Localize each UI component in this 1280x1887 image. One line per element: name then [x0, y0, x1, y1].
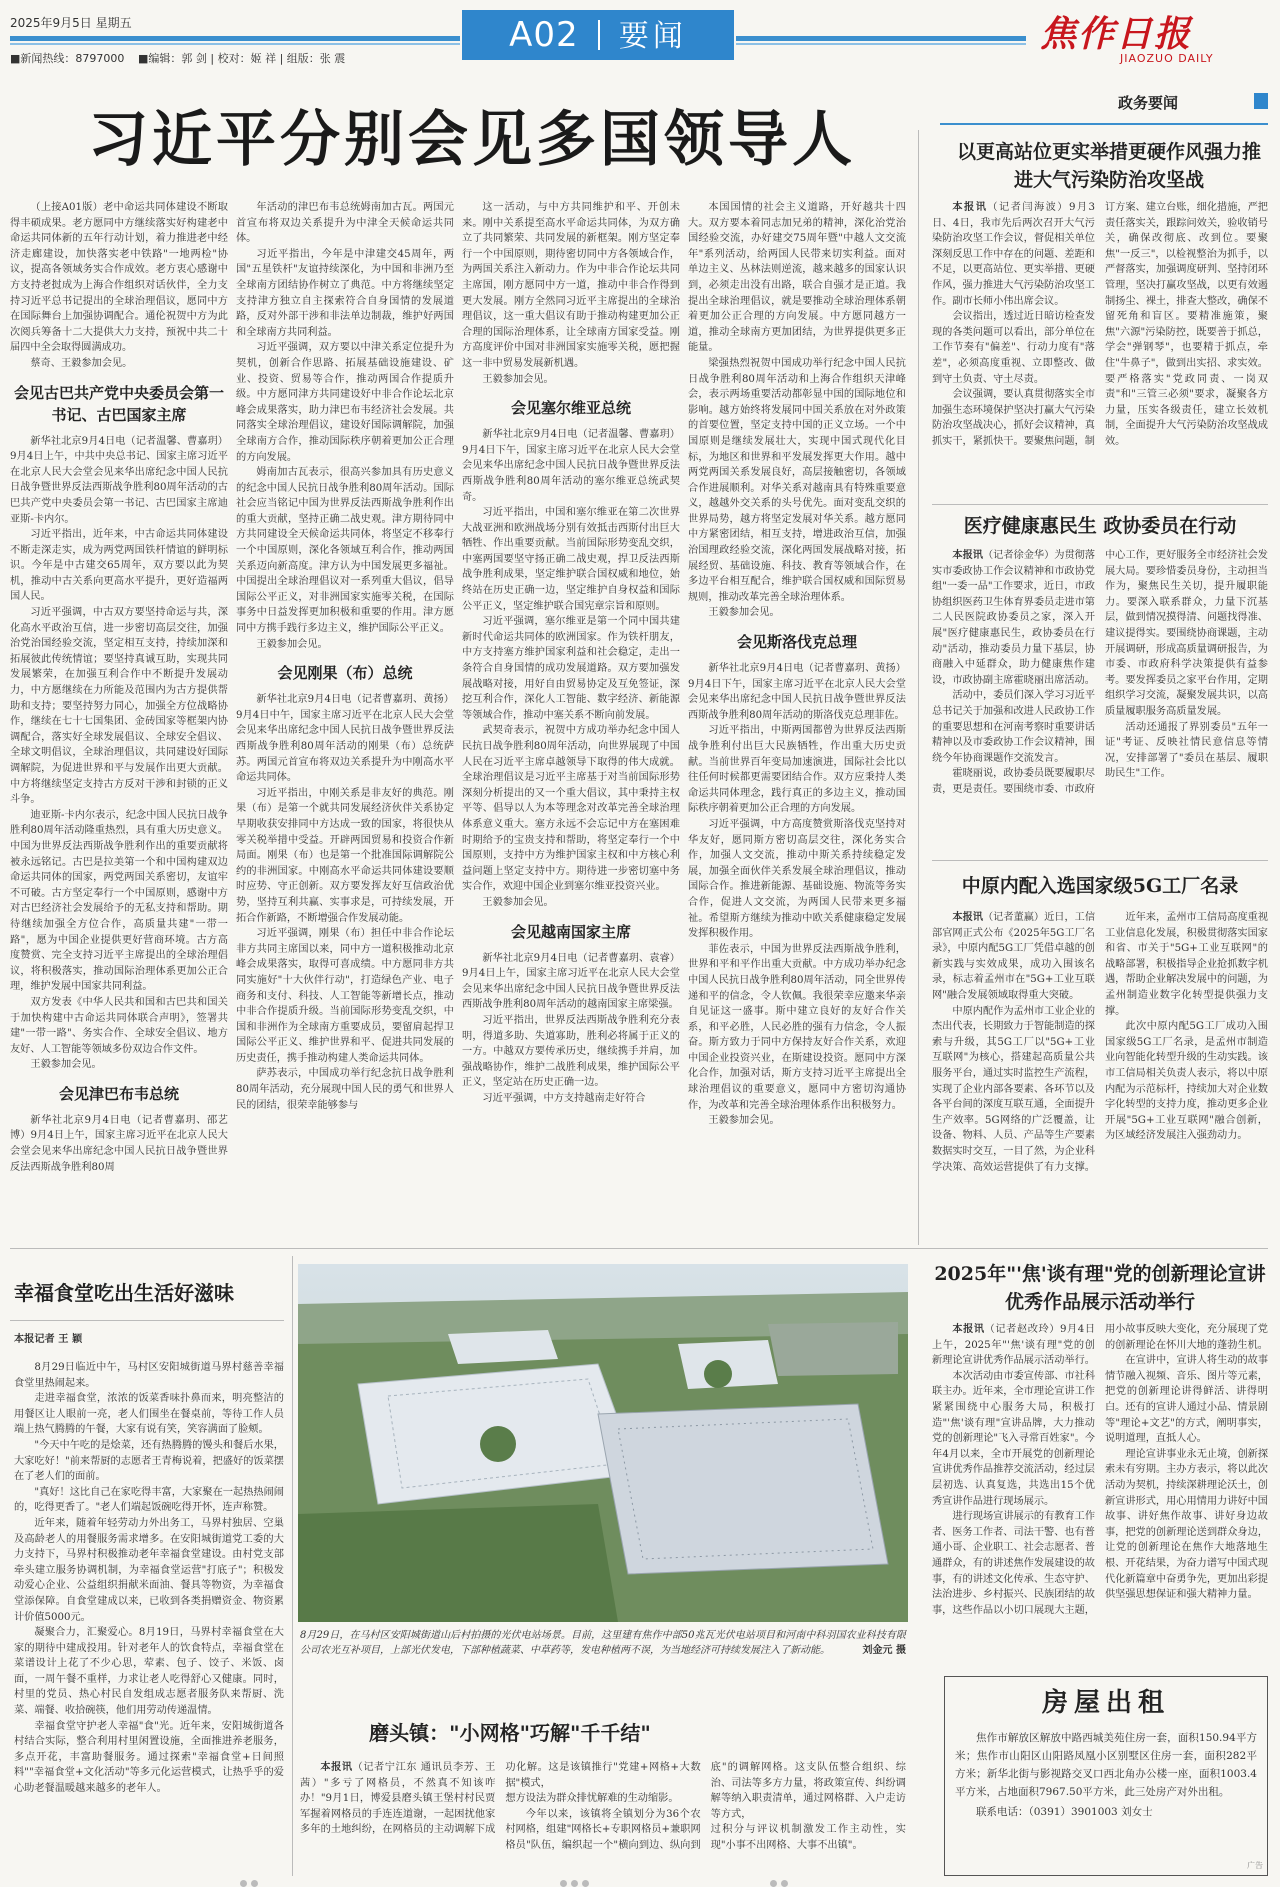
paragraph: 近年来，随着年轻劳动力外出务工，马界村独居、空巢及高龄老人的用餐服务需求增多。在安阳城街道党工委的大力支持下，马界村积极推动老年幸福食堂建设。由村党支部牵头建立服务协调机制，为幸福食堂运营"打底子"；积极发动爱心企业、公益组织捐献米面油、餐具等物资，为幸福食堂添保障。自食堂建成以来，已收到各类捐赠资金、物资累计价值5000元。 [14, 1517, 284, 1623]
paragraph: 王毅参加会见。 [30, 1059, 102, 1071]
right-article-4-title: 2025年"'焦'谈有理"党的创新理论宣讲优秀作品展示活动举行 [934, 1263, 1266, 1313]
issue-date: 2025年9月5日 星期五 [10, 16, 132, 30]
editor-credits: ■编辑：郭 剑 | 校对：姬 祥 | 组版：张 震 [138, 52, 346, 65]
subhead-slovakia: 会见斯洛伐克总理 [736, 633, 857, 652]
newspaper-logo: 焦作日报 [1040, 13, 1193, 55]
paragraph: 近年来，孟州市工信局高度重视工业信息化发展，积极贯彻落实国家和省、市关于"5G+工业互联网"的战略部署，积极指导企业抢抓数字机遇，帮助企业解决发展中的问题，为孟州制造业数字化转型提供强力支撑。 [1105, 912, 1268, 1017]
paragraph: "真好！这比自己在家吃得丰富，大家聚在一起热热闹闹的，吃得更香了。"老人们端起饭碗吃得开怀，连声称赞。 [14, 1486, 284, 1514]
right-article-3-title: 中原内配入选国家级5G工厂名录 [961, 875, 1239, 897]
paragraph: 习近平指出，世界反法西斯战争胜利充分表明，得道多助、失道寡助，胜利必将属于正义的一方。中越双方要传承历史，继续携手并肩，加强战略协作，维护二战胜利成果，维护国际公平正义，坚定站在历史正确一边。 [462, 1014, 680, 1089]
paragraph: 凝聚合力，汇聚爱心。8月19日，马界村幸福食堂在大家的期待中建成投用。针对老年人的饮食特点，幸福食堂在菜谱设计上花了不少心思，荤素、包子、饺子、米饭、卤面，一周午餐不重样，力求让老人吃得舒心又健康。同时，村里的党员、热心村民自发组成志愿者服务队来帮厨、洗菜、端餐、收拾碗筷，他们用劳动传递温情。 [14, 1627, 284, 1717]
right-article-4-body [932, 1322, 1268, 1664]
reporter: （记者董赢） [982, 912, 1045, 923]
subhead-vietnam: 会见越南国家主席 [510, 922, 631, 941]
paragraph: 习近平指出，中刚关系是非友好的典范。刚果（布）是第一个就共同发展经济伙伴关系协定早期收获安排同中方达成一致的国家，将很快从零关税举措中受益。开辟两国贸易和投资合作新局面。刚果（布）也是第一个批准国际调解院公约的非洲国家。中刚高水平命运共同体建设要顺时应势、守正创新。双方要发挥友好互信政治优势，坚持互利共赢、实事求是，可持续发展，开拓合作新路，不断增强合作发展动能。 [236, 787, 454, 924]
main-headline: 习近平分别会见多国领导人 [88, 105, 856, 175]
photo-caption [300, 1628, 906, 1658]
section-name: 要闻 [618, 19, 687, 54]
lead-label: 本报讯 [952, 911, 983, 923]
paragraph: 走进幸福食堂，浓浓的饭菜香味扑鼻而来，明亮整洁的用餐区让人眼前一亮，老人们围坐在餐桌前，等待工作人员端上热气腾腾的午餐，大家有说有笑，笑容满面了脸颊。 [14, 1393, 284, 1436]
header-stripe-right2 [736, 43, 1026, 45]
paragraph: 习近平指出，中斯两国都曾为世界反法西斯战争胜利付出巨大民族牺牲，作出重大历史贡献。当前世界百年变局加速演进，国际社会比以往任何时候都更需要团结合作。双方应秉持人类命运共同体理念，践行真正的多边主义，推动国际秩序朝着更加公正合理的方向发展。 [688, 725, 906, 815]
reporter: （记者徐金华） [982, 550, 1055, 561]
article-col-4 [688, 200, 906, 1242]
paragraph: 为贯彻落实市委政协工作会议精神和市政协党组"一委一品"工作要求，近日，市政协组织医药卫生体育界委员走进市第二人民医院政协委员之家，深入开展"医疗健康惠民生，政协委员在行动"活动，推动委员力量下基层，协商融入中延群众，助力健康焦作建设，市政协副主席霍晓丽出席活动。 [932, 550, 1096, 686]
separator [932, 860, 1268, 861]
reporter: （记者闫海波） [987, 202, 1069, 213]
lead-label: 本报讯 [952, 201, 988, 213]
paragraph: 王毅参加会见。 [256, 638, 328, 650]
header-stripe-left2 [10, 43, 460, 45]
paragraph: 新华社北京9月4日电（记者温馨、曹嘉玥）9月4日上午，中共中央总书记、国家主席习近平在北京人民大会堂会见来华出席纪念中国人民抗日战争暨世界反法西斯战争胜利80周年活动的古巴共产党中央委员会第一书记、古巴国家主席迪亚斯-卡内尔。 [10, 435, 228, 525]
paragraph: 在宣讲中，宣讲人将生动的故事情节融入视频、音乐、图片等元素，把党的创新理论讲得鲜活、讲得明白。还有的宣讲人通过小品、情景剧等"理论+文艺"的方式，阐明事实，说明道理，直抵人心。 [1105, 1355, 1268, 1445]
paragraph: 此次中原内配5G工厂成功入围国家级5G工厂名录，是孟州市制造业向智能化转型升级的生动实践。该市工信局相关负责人表示，将以中原内配为示范标杆，持续加大对企业数字化转型的支持力度，推动更多企业开展"5G+工业互联网"融合创新，为区域经济发展注入强劲动力。 [1105, 1021, 1268, 1142]
page-dots [240, 1872, 262, 1887]
paragraph: 习近平指出，近年来，中古命运共同体建设不断走深走实，成为两党两国铁杆情谊的鲜明标识。今年是中古建交65周年，双方要以此为契机，推动中古关系向更高水平提升，更好造福两国人民。 [10, 529, 228, 603]
paragraph: 这一活动，与中方共同维护和平、开创未来。刚中关系提至高水平命运共同体，为双方确立了共同繁荣、共同发展的新框架。刚方坚定奉行一个中国原则，期待密切同中方各领域合作，为两国关系注入新动力。作为中非合作论坛共同主席国，刚方愿同中方一道，推动中非合作得到更大发展。刚方全然同习近平主席提出的全球治理倡议，这一重大倡议有助于推动构建更加公正合理的国际治理体系，让全球南方国家受益。刚方高度评价中国对非洲国家实施零关税，愿把握这一非中贸易发展新机遇。 [462, 202, 680, 369]
bottom-divider [292, 1256, 293, 1876]
paragraph: 近日，工信部官网正式公布《2025年5G工厂名录》，中原内配5G工厂凭借卓越的创新实践与实效成果，成功入围该名录，标志着孟州市在"5G+工业互联网"融合发展领域取得重大突破。 [932, 912, 1096, 1001]
page-divider [598, 20, 600, 50]
column-label-line [940, 123, 1268, 125]
paragraph: 新华社北京9月4日电（记者曹嘉玥、邵艺博）9月4日上午，国家主席习近平在北京人民大会堂会见来华出席纪念中国人民抗日战争暨世界反法西斯战争胜利80周 [10, 1114, 228, 1173]
paragraph: 菲佐表示，中国为世界反法西斯战争胜利，世界和平和平作出重大贡献。中方成功举办纪念中国人民抗日战争胜利80周年活动，同全世界传递和平的信念，令人钦佩。我很荣幸应邀来华亲自见证这一盛事。斯中建立良好的友好合作关系，和平必胜，人民必胜的强有力信念，令人振奋。斯方致力于同中方保持友好合作关系，欢迎中国企业投资兴业，在斯建设投资。愿同中方深化合作，加强对话，斯方支持习近平主席提出全球治理倡议的重要意义，愿同中方密切沟通协作，为改革和完善全球治理体系作出积极努力。 [688, 943, 906, 1111]
paragraph: 进行现场宣讲展示的有教育工作者、医务工作者、司法干警、也有普通小哥、企业职工、社会志愿者、普通群众，有的讲述焦作发展建设的故事，有的讲述文化传承、生态守护、法治进步、乡村振兴、民族团结的故事，这些作品以小切口展现大主题，用小故事反映大变化，充分展现了党的创新理论在怀川大地的蓬勃生机。 [932, 1324, 1268, 1616]
paragraph: 姆南加古瓦表示，很高兴参加具有历史意义的纪念中国人民抗日战争胜利80周年活动。国际社会应当铭记中国为世界反法西斯战争胜利作出的重大贡献，坚持正确二战史观。津方期待同中方共同建设全天候命运共同体，将坚定不移奉行一个中国原则，深化各领域互利合作，推动两国关系迈向新高度。津方认为中国发展更多福祉。中国提出全球治理倡议对一系列重大倡议，倡导国际公平正义，对非洲国家实施零关税，在国际事务中日益发挥更加积极和重要的作用。津方愿同中方携手践行多边主义，维护国际公平正义。 [236, 467, 454, 635]
paragraph: 迪亚斯-卡内尔表示，纪念中国人民抗日战争胜利80周年活动隆重热烈，具有重大历史意义。中国为世界反法西斯战争胜利作出的重要贡献将被永远铭记。古巴是拉美第一个和中国构建双边命运共同体的国家，两党两国关系密切，友谊牢不可破。古方坚定奉行一个中国原则，感谢中方对古巴经济社会发展给予的无私支持和帮助。期待继续加强全方位合作，高质量共建"一带一路"，愿为中国企业提供更好营商环境。古方高度赞赏、完全支持习近平主席提出的全球治理倡议，将积极落实，推动国际治理体系更加公正合理，维护发展中国家共同利益。 [10, 809, 228, 993]
paragraph: 幸福食堂守护老人幸福"食"光。近年来，安阳城街道各村结合实际，整合利用村里闲置设施，全面推进养老服务，多点开花，丰富助餐服务。通过探索"幸福食堂+日间照料""幸福食堂+文化活动"等多元化运营模式，让热乎乎的爱心助老餐温暖越来越多的老年人。 [14, 1720, 284, 1795]
paragraph: 8月29日临近中午，马村区安阳城街道马界村慈善幸福食堂里热闹起来。 [14, 1362, 284, 1389]
right-article-3-body [932, 910, 1268, 1238]
lead-label: 本报讯 [952, 1323, 985, 1335]
grid-title: 磨头镇："小网格"巧解"千千结" [369, 1721, 651, 1745]
paragraph: 9月4日上午，2025年"'焦'谈有理"党的创新理论宣讲优秀作品展示活动举行。 [932, 1324, 1096, 1367]
paragraph: 双方发表《中华人民共和国和古巴共和国关于加快构建中古命运共同体联合声明》，签署共建"一带一路"、务实合作、全球安全倡议、地方友好、人工智能等领域多份双边合作文件。 [10, 996, 228, 1055]
reporter: （记者宁江东 通讯员李芳、王茜） [300, 1762, 496, 1789]
column-label-marker [1254, 93, 1268, 109]
paragraph: 今年以来，该镇将全镇划分为36个农村网格，组建"网格长+专职网格员+兼职网格员"队伍，编织起一个"横向到边、纵向到底"的调解网格。这支队伍整合组织、综治、司法等多方力量，将政策宣传、纠纷调解等纳入职责清单，通过网格群、入户走访等方式， [505, 1762, 906, 1851]
subhead-zimbabwe: 会见津巴布韦总统 [58, 1084, 179, 1103]
paragraph: 会议强调，要认真贯彻落实全市加强生态环境保护坚决打赢大气污染防治攻坚战决心，抓好会议精神，真抓实干，紧抓快干。要聚焦问题，制订方案、建立台账，细化措施，严把责任落实关，跟踪问效关，验收销号关，确保改彻底、改到位。要聚焦"一反三"，以检视整治为抓手，以严督落实，加强调度研判、坚持闭环管理，坚决打赢攻坚战，以更有效遏制扬尘、裸土，排查大整改，确保不留死角和盲区。要精准施策，聚焦"六源"污染防控，既要善于抓总，学会"弹钢琴"，也要精于抓点，牵住"牛鼻子"，做到出实招、求实效。要严格落实"党政同责、一岗双责"和"三管三必须"要求，凝聚各方力量，压实各级责任，建立长效机制，全面提升大气污染防治攻坚战成效。 [932, 202, 1268, 447]
paragraph: 习近平强调，中方支持越南走好符合 [482, 1092, 646, 1104]
right-article-2-title: 医疗健康惠民生 政协委员在行动 [963, 515, 1237, 537]
paragraph: 本次活动由市委宣传部、市社科联主办。近年来，全市理论宣讲工作紧紧围绕中心服务大局，积极打造"'焦'谈有理"宣讲品牌，大力推动党的创新理论"飞入寻常百姓家"。今年4月以来，全市开展党的创新理论宣讲优秀作品推荐交流活动，经过层层初选、认真复选，共选出15个优秀宣讲作品进行现场展示。 [932, 1370, 1096, 1507]
rental-ad-contact: 联系电话：（0391）3901003 刘女士 [976, 1806, 1153, 1818]
rental-ad-title: 房屋出租 [1041, 1688, 1170, 1718]
solar-farm-photo [298, 1264, 908, 1622]
paragraph: 活动还通报了界别委员"五年一证"考证、反映社情民意信息等情况，安排部署了"委员在基层、履职助民生"工作。 [1105, 721, 1268, 780]
paragraph: 年活动的津巴布韦总统姆南加古瓦。两国元首宣布将双边关系提升为中津全天候命运共同体。 [236, 202, 454, 245]
rental-ad [944, 1676, 1268, 1876]
paragraph: 习近平指出，今年是中津建交45周年，两国"五星铁杆"友谊持续深化，为中国和非洲乃至全球南方团结协作树立了典范。中方将继续坚定支持津方独立自主探索符合自身国情的发展道路，反对外部干涉和非法单边制裁，维护好两国和全球南方共同利益。 [236, 248, 454, 338]
article-col-2 [236, 200, 454, 1242]
paragraph: 王毅参加会见。 [482, 373, 554, 385]
newspaper-logo-en: JIAOZUO DAILY [1120, 52, 1214, 65]
paragraph: 理论宣讲事业永无止境，创新探索未有穷期。主办方表示，将以此次活动为契机，持续深耕理论沃土，创新宣讲形式，用心用情用力讲好中国故事、讲好焦作故事、讲好身边故事，把党的创新理论送到群众身边，让党的创新理论在焦作大地落地生根、开花结果，为奋力谱写中国式现代化新篇章中奋勇争先，更加出彩提供坚强思想保证和强大精神力量。 [1105, 1448, 1268, 1601]
paragraph: 武契奇表示，祝贺中方成功举办纪念中国人民抗日战争胜利80周年活动，向世界展现了中国人民在习近平主席卓越领导下取得的伟大成就。全球治理倡议是习近平主席基于对当前国际形势深刻分析提出的又一个重大倡议，其中秉持主权平等、倡导以人为本等理念对改革完善全球治理体系意义重大。塞方永远不会忘记中方在塞困难时期给予的宝贵支持和帮助，将坚定奉行一个中国原则，支持中方为维护国家主权和中方核心利益问题上坚定支持中方。期待进一步密切塞中务实合作，欢迎中国企业到塞尔维亚投资兴业。 [462, 725, 680, 893]
caption-text: 8月29日，在马村区安阳城街道山后村拍摄的光伏电站场景。目前，这里建有焦作中部50兆瓦光伏电站项目和河南中科羽国农业科技有限公司农光互补项目，上部光伏发电，下部种植蔬菜、中草药等，发电种植两不误，为当地经济可持续发展注入了新动能。 [300, 1630, 906, 1656]
column-divider [918, 130, 919, 1245]
canteen-title: 幸福食堂吃出生活好滋味 [14, 1281, 234, 1305]
page-dots [770, 1872, 792, 1887]
reporter: （记者赵改玲） [984, 1324, 1060, 1335]
page-dots [560, 1872, 593, 1887]
paragraph: 新华社北京9月4日电（记者温馨、曹嘉玥）9月4日下午，国家主席习近平在北京人民大会堂会见来华出席纪念中国人民抗日战争暨世界反法西斯战争胜利80周年活动的塞尔维亚总统武契奇。 [462, 429, 680, 503]
rental-ad-text: 焦作市解放区解放中路西城美苑住房一套，面积150.94平方米；焦作市山阳区山阳路凤凰小区别墅区住房一套，面积282平方米；新华北街与影视路交叉口西北角办公楼一座，面积1003.4平方米，占地面积7967.50平方米，此三处房产对外出租。 [955, 1732, 1257, 1798]
subhead-serbia: 会见塞尔维亚总统 [510, 399, 631, 418]
right-article-1-body [932, 200, 1268, 498]
paragraph: "今天中午吃的是烩菜，还有热腾腾的馒头和餐后水果，大家吃好！"前来帮厨的志愿者王青梅说着，把盛好的饭菜摆在了老人们的面前。 [14, 1439, 284, 1483]
canteen-byline: 本报记者 王 颖 [14, 1333, 83, 1345]
page-number: A02 [509, 15, 579, 55]
header-stripe-right [736, 36, 1026, 41]
paragraph: 习近平强调，刚果（布）担任中非合作论坛非方共同主席国以来，同中方一道积极推动北京峰会成果落实，取得可喜成绩。中方愿同非方共同实施好"十大伙伴行动"，打造绿色产业、电子商务和支付、科技、人工智能等新增长点，推动中非合作提质升级。当前国际形势变乱交织，中国和非洲作为全球南方重要成员，要留肩起捍卫国际公平正义、维护世界和平、促进共同发展的历史责任，携手推动构建人类命运共同体。 [236, 928, 454, 1064]
paragraph: 新华社北京9月4日电（记者曹嘉玥、黄扬）9月4日下午，国家主席习近平在北京人民大会堂会见来华出席纪念中国人民抗日战争暨世界反法西斯战争胜利80周年活动的斯洛伐克总理菲佐。 [688, 663, 906, 721]
section-divider [10, 1248, 1268, 1249]
paragraph: 中原内配作为孟州市工业企业的杰出代表，长期致力于智能制造的探索与升级，其5G工厂以"5G+工业互联网"为核心，搭建起高质量公共服务平台，通过实时监控生产流程，实现了企业内部各要素、各环节以及各平台间的深度互联互通，全面提升生产效率。5G网络的广泛覆盖，让设备、物料、人员、产品等生产要素数据实时交互，一目了然，为企业科学决策、高效运营提供了有力支撑。 [932, 1005, 1096, 1173]
paragraph: 活动中，委员们深入学习习近平总书记关于加强和改进人民政协工作的重要思想和在河南考察时重要讲话精神以及市委政协工作会议精神，围绕今年协商课题作交流发言。 [932, 690, 1096, 764]
paragraph: 过积分与评议机制激发工作主动性，实现"小事不出网格、大事不出镇"。 [710, 1824, 906, 1851]
paragraph: 新华社北京9月4日电（记者曹嘉玥、黄扬）9月4日中午，国家主席习近平在北京人民大会堂会见来华出席纪念中国人民抗日战争暨世界反法西斯战争胜利80周年活动的刚果（布）总统萨苏。两国元首宣布将双边关系提升为中刚高水平命运共同体。 [236, 694, 454, 784]
ad-tag: 广告 [1247, 1861, 1263, 1870]
hotline: ■新闻热线：8797000 [10, 52, 125, 65]
paragraph: 习近平指出，中国和塞尔维亚在第二次世界大战亚洲和欧洲战场分别有效抵击西斯付出巨大牺牲、作出重要贡献。当前国际形势变乱交织，中塞两国要坚守扬正确二战史观，捍卫反法西斯战争胜利成果，坚定维护联合国权威和地位，始终站在历史正确一边，坚定维护自身权益和国际公平正义，坚定维护联合国宪章宗旨和原则。 [462, 507, 680, 612]
right-article-2-body [932, 548, 1268, 852]
lead-label: 本报讯 [952, 549, 983, 561]
paragraph: 梁强热烈祝贺中国成功举行纪念中国人民抗日战争胜利80周年活动和上海合作组织天津峰会，表示两场重要活动都彰显中国的国际地位和影响。越方始终将发展同中国关系放在对外政策的首要位置，坚定支持中国的正义立场。一个中国原则是继续发展壮大，实现中国式现代化目标，为地区和世界和平发展发挥更大作用。越中两党两国关系发展良好，高层接触密切，各领域合作进展顺利。对华关系对越南具有特殊重要意义，越越外交关系的头号优先。面对变乱交织的世界局势，越方将坚定发展对华关系。越方愿同中方紧密团结，相互支持，增进政治互信，加强治国理政经验交流，深化两国发展战略对接，拓展经贸、基础设施、科技、教育等领域合作，在多边平台相互配合，维护联合国权威和国际贸易规则，推动改革完善全球治理体系。 [688, 357, 906, 603]
solar-farm-illustration [298, 1264, 908, 1622]
paragraph: 萨苏表示，中国成功举行纪念抗日战争胜利80周年活动，充分展现中国人民的勇气和世界人民的团结，很荣幸能够参与 [236, 1068, 454, 1111]
lead-label: 本报讯 [320, 1761, 353, 1773]
paragraph: 王毅参加会见。 [708, 1115, 780, 1127]
column-label: 政务要闻 [1118, 94, 1179, 112]
page-badge [462, 10, 734, 60]
subhead-congo: 会见刚果（布）总统 [277, 664, 413, 683]
paragraph: "多亏了网格员，不然真不知该咋办！"9月1日，博爱县磨头镇王堡村村民贾军握着网格员的手连连道谢，一起困扰他家多年的土地纠纷，在网格员的主动调解下成功化解。这是该镇推行"党建+网格+大数据"模式， [300, 1762, 701, 1836]
paragraph: 9月3日、4日，我市先后两次召开大气污染防治攻坚工作会议，督促相关单位深刻反思工作中存在的问题、差距和不足，以更高站位、更实举措、更硬作风，强力推进大气污染防治攻坚工作。副市长师小伟出席会议。 [932, 202, 1096, 307]
paragraph: 习近平强调，中方高度赞赏斯洛伐克坚持对华友好，愿同斯方密切高层交往，深化务实合作，加强人文交流，推动中斯关系持续稳定发展，加强全面伙伴关系发展全球治理倡议，推动国际合作。推进新能源、基础设施、物流等务实合作，促进人文交流，为两国人民带来更多福祉。希望斯方继续为推动中欧关系健康稳定发展发挥积极作用。 [688, 818, 906, 940]
paragraph: 会议指出，透过近日暗访检查发现的各类问题可以看出，部分单位在工作节奏有"偏差"、行动力度有"落差"，必须高度重视、立即整改、做到守土负责、守土尽责。 [932, 311, 1096, 385]
paragraph: 习近平强调，中古双方要坚持命运与共，深化高水平政治互信，进一步密切高层交往，加强治党治国经验交流，坚定相互支持，持续加深和拓展彼此传统情谊；要坚持真诚互助，实现共同发展繁荣，在加强互利合作中不断提升发展动力，中方愿继续在力所能及范围内为古方提供帮助和支持；要坚持努力同心，加强全方位战略协作，继续在七十七国集团、金砖国家等框架内协调配合，落实好全球发展倡议、全球安全倡议、全球文明倡议，全球治理倡议，共同建设好国际调解院，为促进世界和平与发展作出更大贡献。中方将继续坚定支持古方反对干涉和封锁的正义斗争。 [10, 607, 228, 806]
paragraph: 王毅参加会见。 [708, 607, 780, 619]
paragraph: 习近平强调，双方要以中津关系定位提升为契机，创新合作思路、拓展基础设施建设、矿业、投资、贸易等合作，推动两国合作提质升级。中方愿同津方共同建设好中非合作论坛北京峰会成果落实，助力津巴布韦经济社会发展。共同落实全球治理倡议，建设好国际调解院，加强全球南方合作，推动国际秩序朝着更加公正合理的方向发展。 [236, 342, 454, 463]
paragraph: 本国国情的社会主义道路，开好越共十四大。双方要本着同志加兄弟的精神，深化治党治国经验交流，办好建交75周年暨"中越人文交流年"系列活动，给两国人民带来切实利益。面对单边主义、丛林法则逆流，越来越多的国家认识到，必须走出没有出路，联合自强才是正道。我提出全球治理倡议，就是要推动全球治理体系朝着更加公正合理的方向发展。中方愿同越方一道，推动全球南方更加团结，为世界提供更多正能量。 [688, 202, 906, 354]
paragraph: （上接A01版）老中命运共同体建设不断取得丰硕成果。老方愿同中方继续落实好构建老中命运共同体新的五年行动计划，着力推进老中经济走廊建设，加快落实老中铁路"一地两检"协议，提高各领域务实合作成效。老方衷心感谢中方支持老挝成为上海合作组织对话伙伴，全力支持习近平总书记提出的全球治理倡议，愿同中方在国际舞台上加强协调配合。通伦祝贺中方为此次阅兵筹备十二大提供大力支持，预祝中共二十届四中全会取得圆满成功。 [10, 202, 228, 354]
paragraph: 王毅参加会见。 [482, 896, 554, 908]
photo-credit: 刘金元 摄 [862, 1645, 906, 1656]
header-stripe-left [10, 36, 460, 41]
right-article-1-title: 以更高站位更实举措更硬作风强力推进大气污染防治攻坚战 [956, 141, 1261, 191]
separator [10, 1320, 284, 1321]
canteen-body [14, 1360, 284, 1870]
article-col-3 [462, 200, 680, 1242]
paragraph: 蔡奇、王毅参加会见。 [30, 357, 133, 369]
paragraph: 习近平强调，塞尔维亚是第一个同中国共建新时代命运共同体的欧洲国家。作为铁杆朋友，中方支持塞方维护国家利益和社会稳定，走出一条符合自身国情的成功发展道路。双方要加强发展战略对接，用好自由贸易协定及互免签证，深挖互利合作，深化人工智能、数字经济、新能源等领域合作，推动中塞关系不断向前发展。 [462, 616, 680, 721]
article-col-1 [10, 200, 228, 1242]
subhead-cuba: 会见古巴共产党中央委员会第一书记、古巴国家主席 [13, 383, 224, 424]
paragraph: 想方设法为群众排忧解难的生动缩影。 [505, 1793, 679, 1805]
grid-body [300, 1760, 906, 1868]
separator [932, 504, 1268, 505]
paragraph: 新华社北京9月4日电（记者曹嘉玥、袁睿）9月4日上午，国家主席习近平在北京人民大会堂会见来华出席纪念中国人民抗日战争暨世界反法西斯战争胜利80周年活动的越南国家主席梁强。 [462, 952, 680, 1011]
paragraph: 霍晓丽说，政协委员既要履职尽责，更是责任。要围绕市委、市政府中心工作，更好服务全市经济社会发展大局。要珍惜委员身份，主动担当作为，聚焦民生关切，提升履职能力。要深入联系群众，力量下沉基层，做到情况摸得清、问题找得准、建议提得实。要围绕协商课题，主动开展调研，形成高质量调研报告，为市委、市政府科学决策提供有益参考。要发挥委员之家平台作用，定期组织学习交流，凝聚发展共识，以高质量履职服务高质量发展。 [932, 550, 1268, 795]
